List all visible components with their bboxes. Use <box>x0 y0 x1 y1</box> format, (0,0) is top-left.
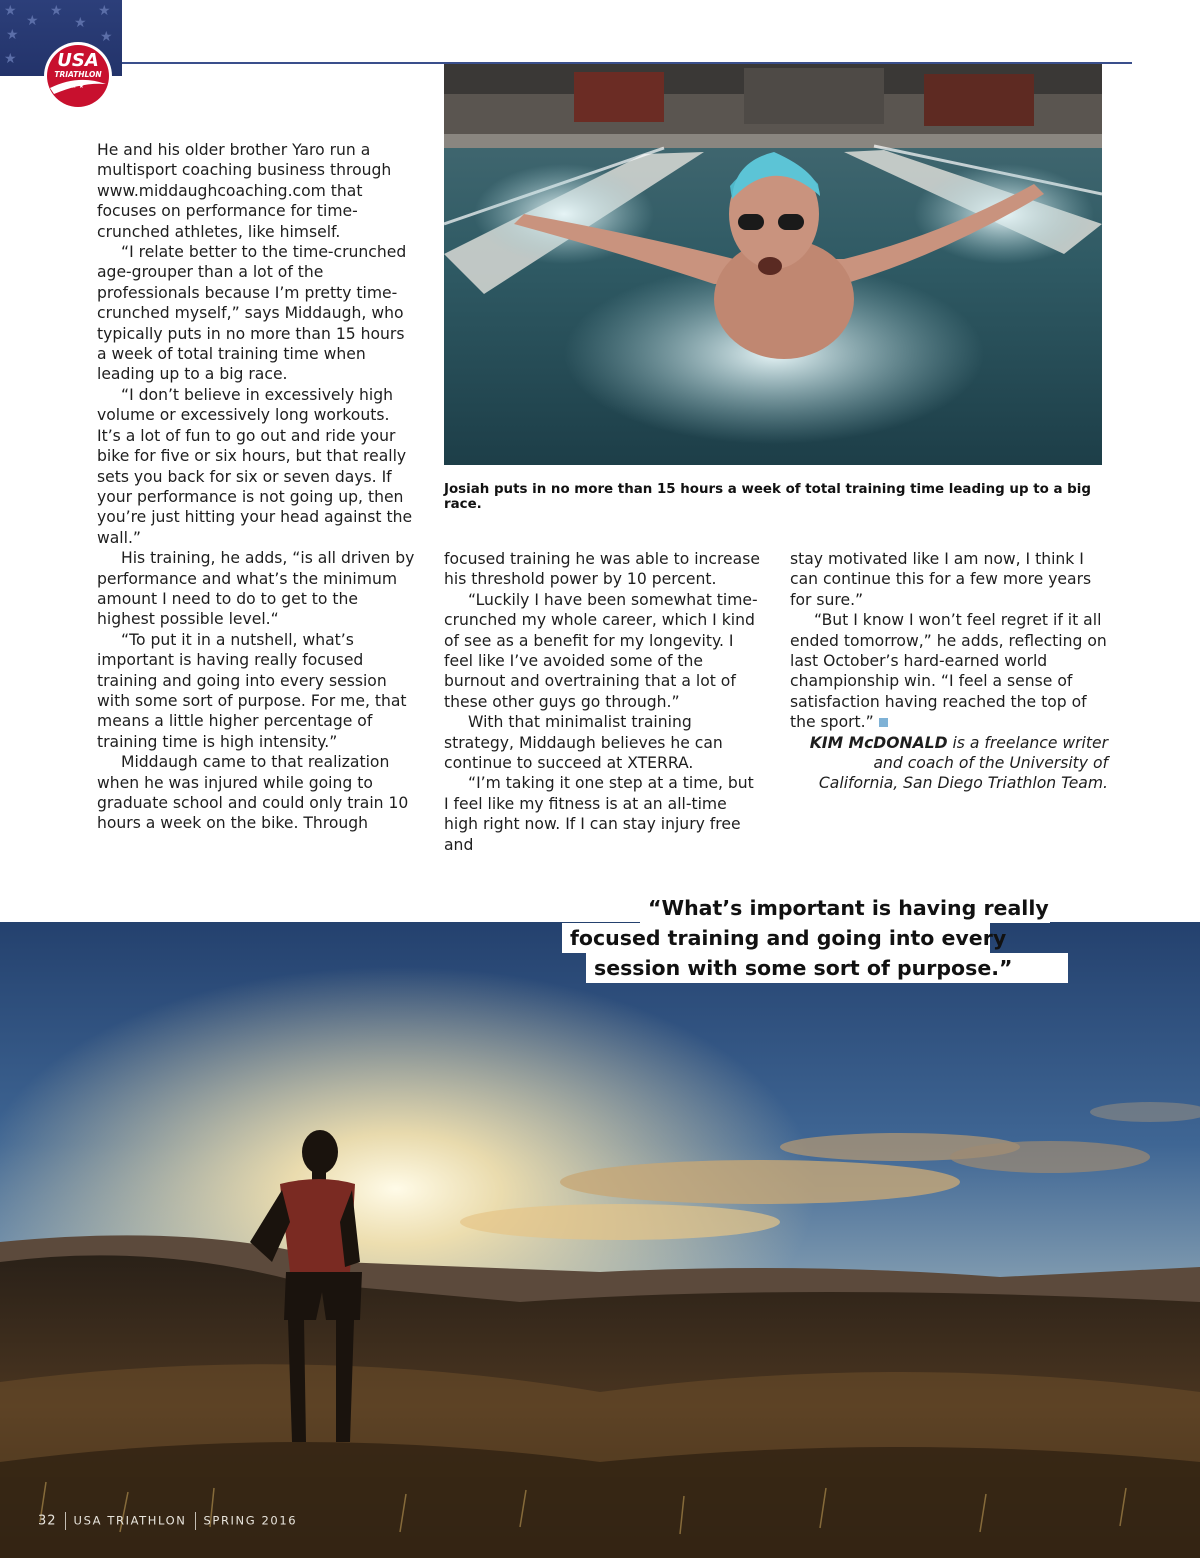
paragraph: “I relate better to the time-crunched age-grouper than a lot of the professionals because I’m pretty time-crunched myself,” says Middaugh, who typically puts in no more than 15 hours a week of total training time when leading up to a big race. <box>97 243 407 384</box>
paragraph-text: “But I know I won’t feel regret if it all ended tomorrow,” he adds, reflecting on last October’s hard-earned world championship win. “I feel a sense of satisfaction having reached the top of the sport.” <box>790 611 1107 732</box>
logo-text-usa: USA <box>57 50 99 71</box>
page-footer <box>38 1512 297 1530</box>
paragraph: “I’m taking it one step at a time, but I feel like my fitness is at an all-time high right now. If I can stay injury free and <box>444 774 754 854</box>
author-byline <box>790 733 1108 794</box>
paragraph: “Luckily I have been somewhat time-crunched my whole career, which I kind of see as a benefit for my longevity. I feel like I’ve avoided some of the burnout and overtraining that a lot of these other guys go through.” <box>444 590 758 711</box>
author-name: KIM McDONALD <box>809 733 948 752</box>
svg-text:★ ★ ★: ★ ★ ★ <box>64 83 84 90</box>
paragraph: focused training he was able to increase his threshold power by 10 percent. <box>444 550 760 589</box>
paragraph: “To put it in a nutshell, what’s important is having really focused training and going into every session with some sort of purpose. For me, that means a little higher percentage of training time is high intensity.” <box>97 630 407 751</box>
runner-sunset-photo <box>0 922 1200 1558</box>
flag-corner-graphic: ★ ★ ★ ★ ★ ★ ★ ★ <box>0 0 122 76</box>
issue-name: SPRING 2016 <box>203 1513 298 1528</box>
paragraph: “I don’t believe in excessively high volume or excessively long workouts. It’s a lot of fun to go out and ride your bike for five or six hours, but that really sets you back for six or seven days. If your performance is not going up, then you’re just hitting your head against the wall.” <box>97 385 413 547</box>
magazine-name: USA TRIATHLON <box>73 1513 187 1528</box>
pull-quote-line-3: session with some sort of purpose.” <box>586 953 1068 983</box>
footer-divider <box>65 1512 66 1530</box>
author-bio: is a freelance writer and coach of the University of California, San Diego Triathlon Team. <box>818 733 1108 793</box>
photo-caption: Josiah puts in no more than 15 hours a week of total training time leading up to a big race. <box>444 482 1091 512</box>
footer-divider <box>195 1512 196 1530</box>
paragraph <box>790 610 1108 732</box>
paragraph: His training, he adds, “is all driven by performance and what’s the minimum amount I need to do to get to the highest possible level.“ <box>97 549 415 629</box>
swimmer-photo <box>444 64 1102 465</box>
end-mark-icon <box>879 718 888 727</box>
page-number: 32 <box>38 1513 57 1529</box>
article-column-1 <box>97 140 415 834</box>
paragraph: Middaugh came to that realization when he was injured while going to graduate school and could only train 10 hours a week on the bike. Through <box>97 753 409 833</box>
paragraph: He and his older brother Yaro run a multisport coaching business through www.middaughcoaching.com that focuses on performance for time-crunched athletes, like himself. <box>97 141 392 241</box>
article-column-3 <box>790 549 1108 794</box>
pull-quote-line-2: focused training and going into every <box>562 923 990 953</box>
paragraph: With that minimalist training strategy, Middaugh believes he can continue to succeed at XTERRA. <box>444 713 723 773</box>
paragraph: stay motivated like I am now, I think I can continue this for a few more years for sure.” <box>790 550 1092 609</box>
logo-text-triathlon: TRIATHLON <box>54 70 102 79</box>
pull-quote-line-1: “What’s important is having really <box>640 893 1050 923</box>
article-column-2 <box>444 549 762 855</box>
usa-triathlon-logo-icon <box>34 36 122 112</box>
